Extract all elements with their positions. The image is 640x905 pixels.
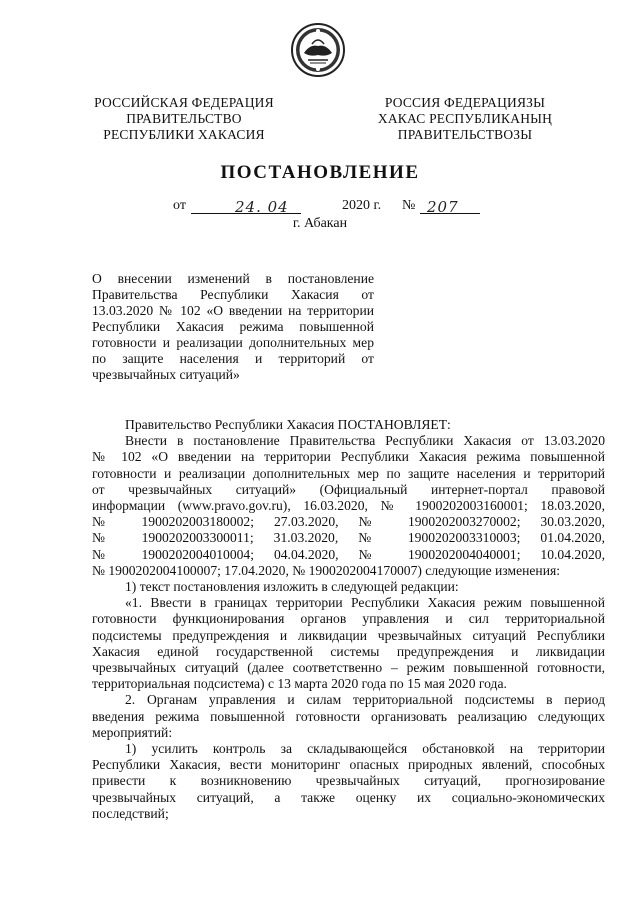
body-line: 1) текст постановления изложить в следующей редакции:	[125, 579, 459, 595]
body-paragraph	[92, 692, 605, 741]
subject-line: чрезвычайных ситуаций»	[92, 367, 240, 382]
subject-block	[92, 271, 374, 383]
header-khakas	[370, 95, 560, 143]
number-label: №	[402, 198, 416, 213]
body-line: Внести в постановление Правительства Республики Хакасия от 13.03.2020	[125, 433, 605, 449]
body-line: от чрезвычайных ситуаций» (Официальный интернет-портал правовой	[92, 481, 605, 497]
handwritten-date: 24. 04	[235, 198, 289, 216]
header-khakas-line: РОССИЯ ФЕДЕРАЦИЯЗЫ	[384, 95, 546, 110]
body-line: чрезвычайных ситуаций, а также оценку их социально-экономических	[92, 789, 605, 805]
subject-line: 13.03.2020 № 102 «О введении на территории	[92, 303, 374, 318]
body-line: № 1900202004010004; 04.04.2020, № 1900202004040001; 10.04.2020,	[92, 546, 605, 562]
handwritten-number: 207	[427, 198, 459, 216]
body-paragraph	[92, 595, 605, 692]
body-line: Хакасия единой государственной системы предупреждения и ликвидации	[92, 643, 605, 659]
document-body	[92, 417, 605, 822]
body-line: Правительство Республики Хакасия ПОСТАНОВЛЯЕТ:	[125, 417, 451, 432]
body-line: привести к возникновению чрезвычайных ситуаций, прогнозирование	[92, 773, 605, 789]
body-line: 2. Органам управления и силам территориальной подсистемы в период	[125, 692, 605, 708]
year-label: 2020 г.	[342, 198, 382, 213]
city-label: г. Абакан	[292, 216, 348, 231]
body-line: чрезвычайных ситуаций (далее соответственно – режим повышенной готовности,	[92, 660, 605, 676]
header-khakas-line: ПРАВИТЕЛЬСТВОЗЫ	[397, 127, 533, 142]
body-line: № 102 «О введении на территории Республики Хакасия режима повышенной	[92, 449, 605, 465]
date-prefix: от	[173, 198, 186, 213]
subject-line: Республики Хакасия режима повышенной	[92, 319, 374, 334]
header-ru-line: ПРАВИТЕЛЬСТВО	[126, 111, 242, 126]
body-line: подсистемы предупреждения и ликвидации чрезвычайных ситуаций Республики	[92, 627, 605, 643]
header-ru-line: РЕСПУБЛИКИ ХАКАСИЯ	[103, 127, 265, 142]
header-khakas-line: ХАКАС РЕСПУБЛИКАНЫҢ	[377, 111, 553, 126]
body-line: Республики Хакасия, вести мониторинг опасных природных явлений, способных	[92, 757, 605, 773]
body-line: № 1900202004100007; 17.04.2020, № 1900202004170007) следующие изменения:	[92, 562, 560, 578]
body-line: мероприятий:	[92, 724, 173, 740]
body-line: введения режима повышенной готовности организовать реализацию следующих	[92, 708, 605, 724]
coat-of-arms-emblem	[290, 22, 346, 78]
body-line: информации (www.pravo.gov.ru), 16.03.2020, № 1900202003160001; 18.03.2020,	[92, 498, 605, 514]
body-paragraph	[92, 433, 605, 579]
date-number-line	[155, 198, 535, 216]
body-line: последствий;	[92, 805, 169, 821]
subject-line: готовности и реализации дополнительных мер	[92, 335, 374, 350]
body-line: № 1900202003300011; 31.03.2020, № 1900202003310003; 01.04.2020,	[92, 530, 605, 546]
body-line: готовности и реализации дополнительных мер по защите населения и территорий	[92, 465, 605, 481]
body-paragraph	[92, 579, 605, 595]
header-ru-line: РОССИЙСКАЯ ФЕДЕРАЦИЯ	[94, 95, 274, 110]
subject-line: О внесении изменений в постановление	[92, 271, 374, 286]
body-paragraph	[92, 741, 605, 822]
header-ru	[84, 95, 284, 143]
body-line: готовности функционирования органов управления и сил территориальной	[92, 611, 605, 627]
body-line: территориальная подсистема) с 13 марта 2020 года по 15 мая 2020 года.	[92, 676, 507, 692]
body-line: «1. Ввести в границах территории Республики Хакасия режим повышенной	[125, 595, 605, 611]
body-line: № 1900202003180002; 27.03.2020, № 1900202003270002; 30.03.2020,	[92, 514, 605, 530]
document-type-title: ПОСТАНОВЛЕНИЕ	[220, 162, 420, 183]
body-line: 1) усилить контроль за складывающейся обстановкой на территории	[125, 741, 605, 757]
subject-line: Правительства Республики Хакасия от	[92, 287, 374, 302]
body-paragraph	[92, 417, 605, 433]
subject-line: по защите населения и территорий от	[92, 351, 374, 366]
